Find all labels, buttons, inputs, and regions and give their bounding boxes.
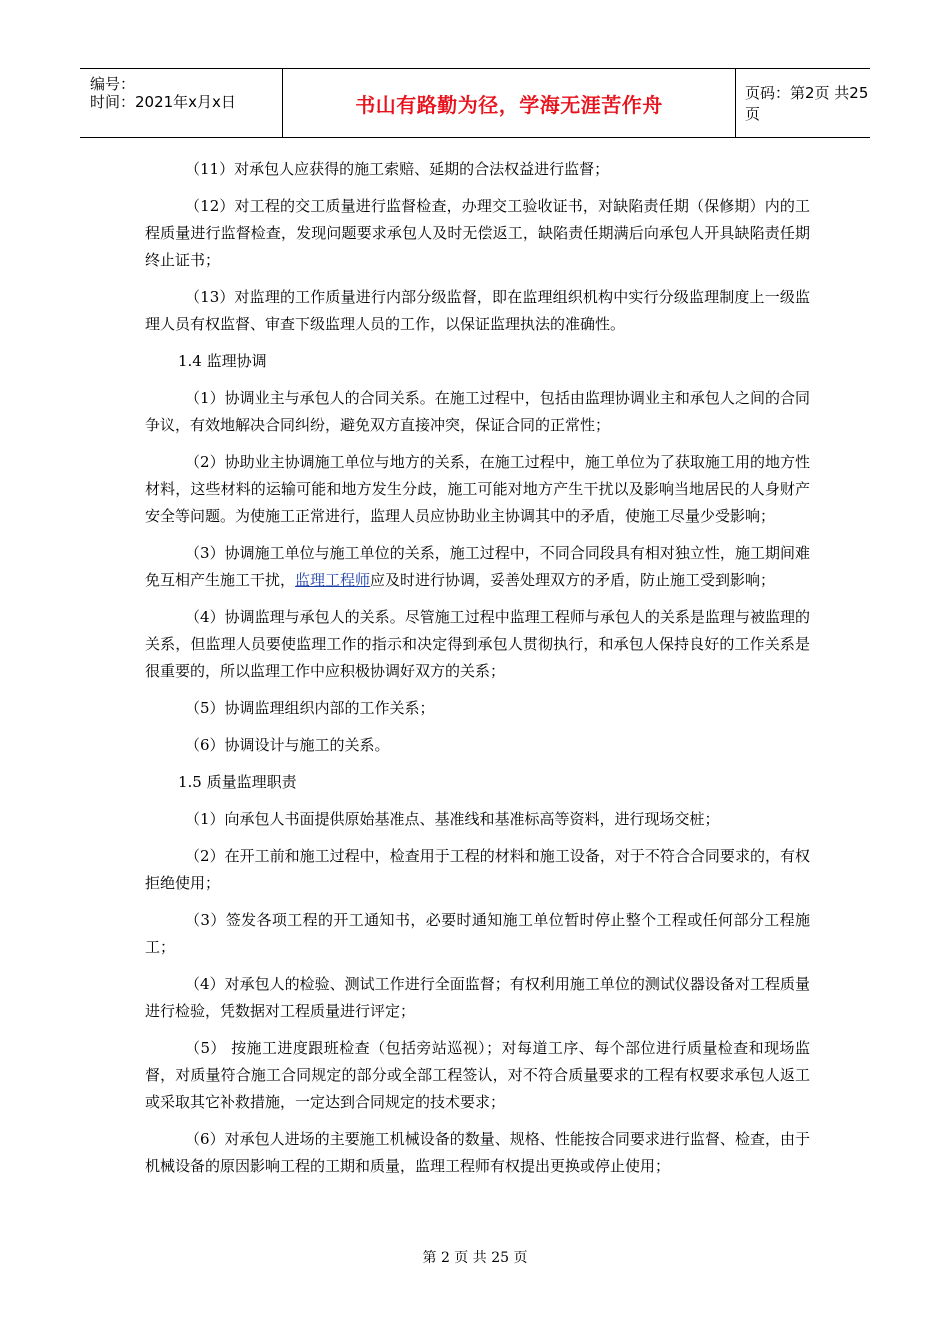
document-time-label: 时间：2021年x月x日	[90, 93, 236, 111]
supervising-engineer-link[interactable]: 监理工程师	[295, 571, 371, 589]
quality-item-1: （1）向承包人书面提供原始基准点、基准线和基准标高等资料，进行现场交桩；	[185, 810, 720, 828]
coordination-item-3-text-a: （3）协调施工单位与施工单位的关系，施工过程中，不同合同段具有相对独立性，施工期间难免互相产生施工干扰，	[145, 544, 810, 589]
coordination-item-3-text-b: 应及时进行协调，妥善处理双方的矛盾，防止施工受到影响；	[370, 571, 776, 589]
header-divider	[735, 69, 736, 137]
coordination-item-3	[145, 540, 810, 594]
section-heading-1-5: 1.5 质量监理职责	[178, 773, 297, 791]
coordination-item-5: （5）协调监理组织内部的工作关系；	[185, 699, 435, 717]
paragraph-item-11: （11）对承包人应获得的施工索赔、延期的合法权益进行监督；	[185, 160, 610, 178]
page-header	[80, 68, 870, 138]
quality-item-5: （5） 按施工进度跟班检查（包括旁站巡视）；对每道工序、每个部位进行质量检查和现场监督，对质量符合施工合同规定的部分或全部工程签认，对不符合质量要求的工程有权要求承包人返工或采取其它补救措施，一定达到合同规定的技术要求；	[145, 1039, 810, 1111]
quality-item-3: （3）签发各项工程的开工通知书，必要时通知施工单位暂时停止整个工程或任何部分工程施工；	[145, 911, 810, 956]
coordination-item-1: （1）协调业主与承包人的合同关系。在施工过程中，包括由监理协调业主和承包人之间的合同争议，有效地解决合同纠纷，避免双方直接冲突，保证合同的正常性；	[145, 389, 810, 434]
document-body	[145, 156, 810, 1190]
paragraph-item-12: （12）对工程的交工质量进行监督检查，办理交工验收证书，对缺陷责任期（保修期）内的工程质量进行监督检查，发现问题要求承包人及时无偿返工，缺陷责任期满后向承包人开具缺陷责任期终止证书；	[145, 197, 810, 269]
quality-item-6: （6）对承包人进场的主要施工机械设备的数量、规格、性能按合同要求进行监督、检查，由于机械设备的原因影响工程的工期和质量，监理工程师有权提出更换或停止使用；	[145, 1130, 810, 1175]
page-footer: 第 2 页 共 25 页	[422, 1250, 528, 1266]
coordination-item-4: （4）协调监理与承包人的关系。尽管施工过程中监理工程师与承包人的关系是监理与被监理的关系，但监理人员要使监理工作的指示和决定得到承包人贯彻执行，和承包人保持良好的工作关系是很重要的，所以监理工作中应积极协调好双方的关系；	[145, 608, 810, 680]
coordination-item-6: （6）协调设计与施工的关系。	[185, 736, 390, 754]
header-motto: 书山有路勤为径，学海无涯苦作舟	[355, 92, 663, 117]
section-heading-1-4: 1.4 监理协调	[178, 352, 267, 370]
coordination-item-2: （2）协助业主协调施工单位与地方的关系，在施工过程中，施工单位为了获取施工用的地方性材料，这些材料的运输可能和地方发生分歧，施工可能对地方产生干扰以及影响当地居民的人身财产安全等问题。为使施工正常进行，监理人员应协助业主协调其中的矛盾，使施工尽量少受影响；	[145, 453, 810, 525]
header-meta	[80, 69, 280, 137]
paragraph-item-13: （13）对监理的工作质量进行内部分级监督，即在监理组织机构中实行分级监理制度上一级监理人员有权监督、审查下级监理人员的工作，以保证监理执法的准确性。	[145, 288, 810, 333]
quality-item-4: （4）对承包人的检验、测试工作进行全面监督；有权利用施工单位的测试仪器设备对工程质量进行检验，凭数据对工程质量进行评定；	[145, 975, 810, 1020]
quality-item-2: （2）在开工前和施工过程中，检查用于工程的材料和施工设备，对于不符合合同要求的，有权拒绝使用；	[145, 847, 810, 892]
document-number-label: 编号：	[90, 75, 136, 93]
header-page-info: 页码：第2页 共25页	[745, 84, 869, 123]
